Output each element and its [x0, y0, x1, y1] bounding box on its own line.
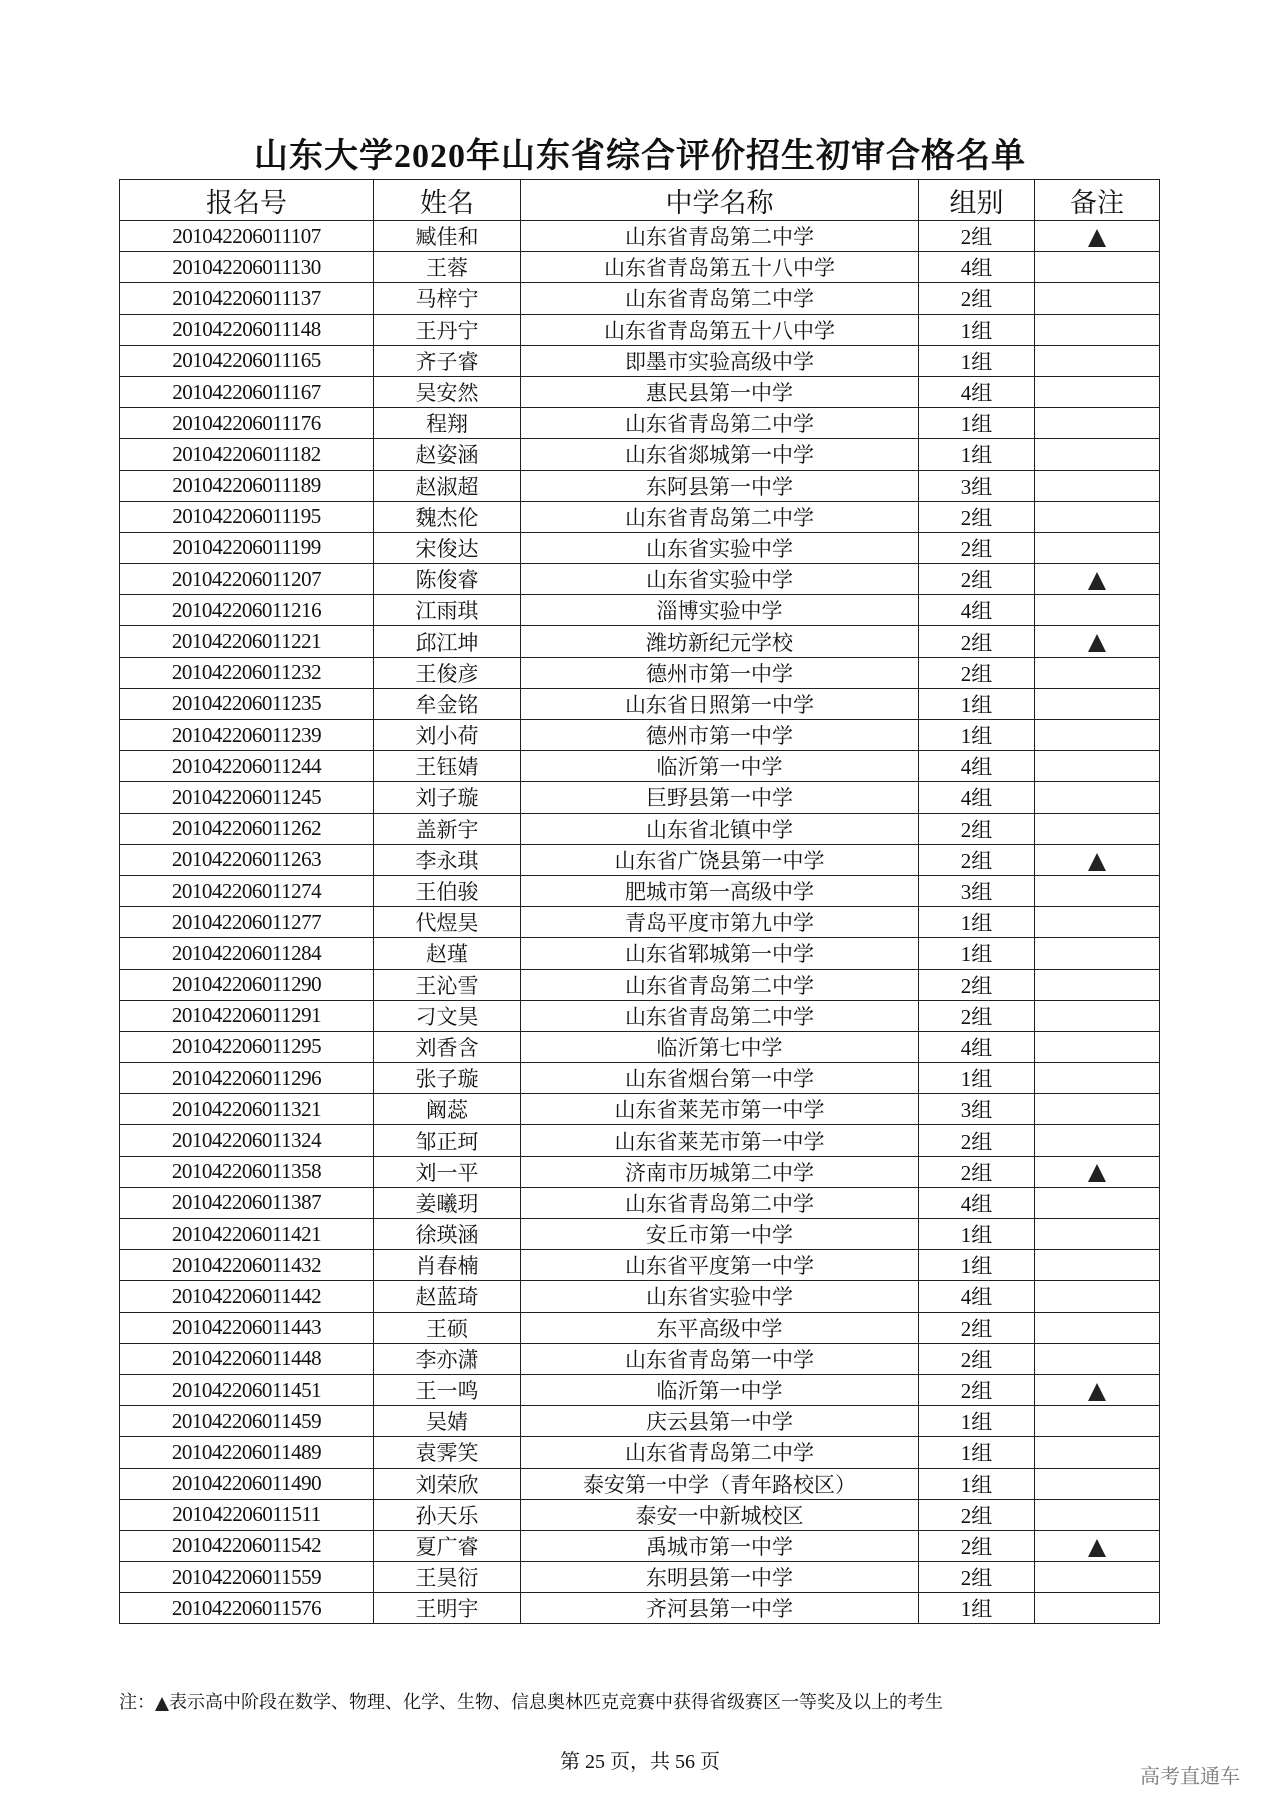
registration-number-cell: 201042206011176: [120, 408, 374, 439]
student-name-cell: 王沁雪: [374, 969, 521, 1000]
remarks-cell: [1035, 376, 1160, 407]
triangle-icon: [1088, 1539, 1106, 1557]
remarks-cell: [1035, 1156, 1160, 1187]
student-name-cell: 王伯骏: [374, 875, 521, 906]
school-name-cell: 山东省郯城第一中学: [521, 439, 919, 470]
triangle-icon: [1088, 853, 1106, 871]
student-name-cell: 赵姿涵: [374, 439, 521, 470]
school-name-cell: 山东省青岛第二中学: [521, 1437, 919, 1468]
student-name-cell: 王一鸣: [374, 1374, 521, 1405]
registration-number-cell: 201042206011290: [120, 969, 374, 1000]
student-name-cell: 赵蓝琦: [374, 1281, 521, 1312]
student-name-cell: 代煜昊: [374, 907, 521, 938]
student-name-cell: 魏杰伦: [374, 501, 521, 532]
table-row: [120, 439, 1160, 470]
school-name-cell: 德州市第一中学: [521, 720, 919, 751]
remarks-cell: [1035, 969, 1160, 1000]
school-name-cell: 山东省广饶县第一中学: [521, 844, 919, 875]
group-cell: 2组: [919, 626, 1035, 657]
school-name-cell: 山东省青岛第二中学: [521, 969, 919, 1000]
candidate-table: [119, 179, 1160, 1624]
student-name-cell: 王昊衍: [374, 1562, 521, 1593]
remarks-cell: [1035, 1219, 1160, 1250]
table-row: [120, 1593, 1160, 1624]
triangle-icon: [1088, 1164, 1106, 1182]
group-cell: 4组: [919, 782, 1035, 813]
student-name-cell: 李亦潇: [374, 1343, 521, 1374]
group-cell: 2组: [919, 1374, 1035, 1405]
table-row: [120, 969, 1160, 1000]
table-row: [120, 907, 1160, 938]
group-cell: 2组: [919, 1125, 1035, 1156]
registration-number-cell: 201042206011182: [120, 439, 374, 470]
table-row: [120, 1156, 1160, 1187]
student-name-cell: 王明宇: [374, 1593, 521, 1624]
remarks-cell: [1035, 1281, 1160, 1312]
table-row: [120, 314, 1160, 345]
group-cell: 1组: [919, 1468, 1035, 1499]
group-cell: 1组: [919, 1250, 1035, 1281]
table-row: [120, 221, 1160, 252]
table-row: [120, 844, 1160, 875]
student-name-cell: 盖新宇: [374, 813, 521, 844]
student-name-cell: 张子璇: [374, 1063, 521, 1094]
student-name-cell: 马梓宁: [374, 283, 521, 314]
group-cell: 1组: [919, 1437, 1035, 1468]
student-name-cell: 王俊彦: [374, 657, 521, 688]
school-name-cell: 山东省青岛第二中学: [521, 408, 919, 439]
table-row: [120, 1562, 1160, 1593]
table-row: [120, 657, 1160, 688]
student-name-cell: 李永琪: [374, 844, 521, 875]
school-name-cell: 禹城市第一中学: [521, 1530, 919, 1561]
table-row: [120, 813, 1160, 844]
remarks-cell: [1035, 1187, 1160, 1218]
table-row: [120, 408, 1160, 439]
student-name-cell: 徐瑛涵: [374, 1219, 521, 1250]
school-name-cell: 东平高级中学: [521, 1312, 919, 1343]
registration-number-cell: 201042206011148: [120, 314, 374, 345]
header-group: 组别: [919, 180, 1035, 221]
group-cell: 1组: [919, 439, 1035, 470]
student-name-cell: 袁霁笑: [374, 1437, 521, 1468]
registration-number-cell: 201042206011244: [120, 751, 374, 782]
group-cell: 1组: [919, 1063, 1035, 1094]
school-name-cell: 山东省青岛第二中学: [521, 1187, 919, 1218]
group-cell: 3组: [919, 875, 1035, 906]
footnote-prefix: 注：: [119, 1692, 155, 1712]
header-registration-number: 报名号: [120, 180, 374, 221]
registration-number-cell: 201042206011284: [120, 938, 374, 969]
student-name-cell: 邱江坤: [374, 626, 521, 657]
student-name-cell: 赵瑾: [374, 938, 521, 969]
triangle-icon: [1088, 572, 1106, 590]
student-name-cell: 宋俊达: [374, 532, 521, 563]
remarks-cell: [1035, 221, 1160, 252]
table-row: [120, 1437, 1160, 1468]
school-name-cell: 德州市第一中学: [521, 657, 919, 688]
page-number: 第 25 页，共 56 页: [560, 1751, 720, 1773]
group-cell: 1组: [919, 314, 1035, 345]
remarks-cell: [1035, 1000, 1160, 1031]
remarks-cell: [1035, 1468, 1160, 1499]
school-name-cell: 山东省青岛第一中学: [521, 1343, 919, 1374]
student-name-cell: 吴安然: [374, 376, 521, 407]
student-name-cell: 刁文昊: [374, 1000, 521, 1031]
registration-number-cell: 201042206011239: [120, 720, 374, 751]
registration-number-cell: 201042206011443: [120, 1312, 374, 1343]
group-cell: 1组: [919, 907, 1035, 938]
school-name-cell: 济南市历城第二中学: [521, 1156, 919, 1187]
remarks-cell: [1035, 1125, 1160, 1156]
table-row: [120, 345, 1160, 376]
school-name-cell: 安丘市第一中学: [521, 1219, 919, 1250]
table-row: [120, 252, 1160, 283]
table-row: [120, 1187, 1160, 1218]
remarks-cell: [1035, 252, 1160, 283]
student-name-cell: 刘香含: [374, 1031, 521, 1062]
student-name-cell: 王钰婧: [374, 751, 521, 782]
school-name-cell: 即墨市实验高级中学: [521, 345, 919, 376]
school-name-cell: 山东省实验中学: [521, 1281, 919, 1312]
student-name-cell: 邹正珂: [374, 1125, 521, 1156]
group-cell: 1组: [919, 345, 1035, 376]
triangle-icon: [155, 1697, 169, 1711]
table-row: [120, 1468, 1160, 1499]
table-body: [120, 221, 1160, 1624]
group-cell: 2组: [919, 283, 1035, 314]
school-name-cell: 庆云县第一中学: [521, 1406, 919, 1437]
remarks-cell: [1035, 1562, 1160, 1593]
student-name-cell: 刘一平: [374, 1156, 521, 1187]
registration-number-cell: 201042206011195: [120, 501, 374, 532]
table-row: [120, 875, 1160, 906]
remarks-cell: [1035, 408, 1160, 439]
student-name-cell: 王硕: [374, 1312, 521, 1343]
registration-number-cell: 201042206011207: [120, 564, 374, 595]
remarks-cell: [1035, 688, 1160, 719]
remarks-cell: [1035, 314, 1160, 345]
registration-number-cell: 201042206011216: [120, 595, 374, 626]
registration-number-cell: 201042206011165: [120, 345, 374, 376]
triangle-icon: [1088, 1383, 1106, 1401]
registration-number-cell: 201042206011442: [120, 1281, 374, 1312]
remarks-cell: [1035, 470, 1160, 501]
table-row: [120, 1406, 1160, 1437]
school-name-cell: 惠民县第一中学: [521, 376, 919, 407]
group-cell: 2组: [919, 1499, 1035, 1530]
school-name-cell: 山东省郓城第一中学: [521, 938, 919, 969]
table-row: [120, 1312, 1160, 1343]
student-name-cell: 刘子璇: [374, 782, 521, 813]
group-cell: 1组: [919, 688, 1035, 719]
student-name-cell: 臧佳和: [374, 221, 521, 252]
student-name-cell: 夏广睿: [374, 1530, 521, 1561]
registration-number-cell: 201042206011263: [120, 844, 374, 875]
student-name-cell: 刘荣欣: [374, 1468, 521, 1499]
remarks-cell: [1035, 626, 1160, 657]
registration-number-cell: 201042206011277: [120, 907, 374, 938]
registration-number-cell: 201042206011358: [120, 1156, 374, 1187]
group-cell: 2组: [919, 1530, 1035, 1561]
table-row: [120, 1343, 1160, 1374]
registration-number-cell: 201042206011221: [120, 626, 374, 657]
triangle-icon: [1088, 229, 1106, 247]
school-name-cell: 东阿县第一中学: [521, 470, 919, 501]
table-row: [120, 938, 1160, 969]
student-name-cell: 牟金铭: [374, 688, 521, 719]
registration-number-cell: 201042206011130: [120, 252, 374, 283]
remarks-cell: [1035, 875, 1160, 906]
remarks-cell: [1035, 1094, 1160, 1125]
table-row: [120, 751, 1160, 782]
remarks-cell: [1035, 439, 1160, 470]
header-name: 姓名: [374, 180, 521, 221]
school-name-cell: 潍坊新纪元学校: [521, 626, 919, 657]
registration-number-cell: 201042206011421: [120, 1219, 374, 1250]
school-name-cell: 巨野县第一中学: [521, 782, 919, 813]
table-row: [120, 1094, 1160, 1125]
school-name-cell: 泰安第一中学（青年路校区）: [521, 1468, 919, 1499]
table-row: [120, 1530, 1160, 1561]
registration-number-cell: 201042206011448: [120, 1343, 374, 1374]
school-name-cell: 山东省北镇中学: [521, 813, 919, 844]
remarks-cell: [1035, 1343, 1160, 1374]
registration-number-cell: 201042206011432: [120, 1250, 374, 1281]
header-school-name: 中学名称: [521, 180, 919, 221]
registration-number-cell: 201042206011107: [120, 221, 374, 252]
table-row: [120, 595, 1160, 626]
school-name-cell: 齐河县第一中学: [521, 1593, 919, 1624]
school-name-cell: 山东省青岛第五十八中学: [521, 314, 919, 345]
student-name-cell: 孙天乐: [374, 1499, 521, 1530]
school-name-cell: 肥城市第一高级中学: [521, 875, 919, 906]
registration-number-cell: 201042206011542: [120, 1530, 374, 1561]
remarks-cell: [1035, 751, 1160, 782]
remarks-cell: [1035, 1374, 1160, 1405]
registration-number-cell: 201042206011459: [120, 1406, 374, 1437]
group-cell: 2组: [919, 844, 1035, 875]
remarks-cell: [1035, 813, 1160, 844]
group-cell: 2组: [919, 1562, 1035, 1593]
student-name-cell: 陈俊睿: [374, 564, 521, 595]
registration-number-cell: 201042206011262: [120, 813, 374, 844]
table-row: [120, 1499, 1160, 1530]
student-name-cell: 刘小荷: [374, 720, 521, 751]
table-row: [120, 1281, 1160, 1312]
group-cell: 2组: [919, 969, 1035, 1000]
remarks-cell: [1035, 1593, 1160, 1624]
table-row: [120, 1374, 1160, 1405]
footnote-text: 表示高中阶段在数学、物理、化学、生物、信息奥林匹克竞赛中获得省级赛区一等奖及以上的考生: [169, 1692, 943, 1712]
registration-number-cell: 201042206011387: [120, 1187, 374, 1218]
remarks-cell: [1035, 938, 1160, 969]
registration-number-cell: 201042206011137: [120, 283, 374, 314]
remarks-cell: [1035, 1250, 1160, 1281]
table-row: [120, 1125, 1160, 1156]
table-header-row: [120, 180, 1160, 221]
school-name-cell: 山东省实验中学: [521, 532, 919, 563]
group-cell: 4组: [919, 1187, 1035, 1218]
remarks-cell: [1035, 657, 1160, 688]
remarks-cell: [1035, 345, 1160, 376]
group-cell: 3组: [919, 470, 1035, 501]
group-cell: 4组: [919, 376, 1035, 407]
table-row: [120, 1250, 1160, 1281]
school-name-cell: 山东省青岛第五十八中学: [521, 252, 919, 283]
remarks-cell: [1035, 782, 1160, 813]
group-cell: 4组: [919, 1031, 1035, 1062]
school-name-cell: 山东省平度第一中学: [521, 1250, 919, 1281]
remarks-cell: [1035, 1031, 1160, 1062]
remarks-cell: [1035, 283, 1160, 314]
registration-number-cell: 201042206011167: [120, 376, 374, 407]
school-name-cell: 淄博实验中学: [521, 595, 919, 626]
registration-number-cell: 201042206011559: [120, 1562, 374, 1593]
school-name-cell: 山东省青岛第二中学: [521, 501, 919, 532]
table-row: [120, 782, 1160, 813]
registration-number-cell: 201042206011576: [120, 1593, 374, 1624]
student-name-cell: 王蓉: [374, 252, 521, 283]
registration-number-cell: 201042206011291: [120, 1000, 374, 1031]
registration-number-cell: 201042206011324: [120, 1125, 374, 1156]
table-row: [120, 720, 1160, 751]
table-row: [120, 501, 1160, 532]
group-cell: 2组: [919, 532, 1035, 563]
group-cell: 4组: [919, 751, 1035, 782]
student-name-cell: 阚蕊: [374, 1094, 521, 1125]
school-name-cell: 山东省莱芜市第一中学: [521, 1125, 919, 1156]
student-name-cell: 肖春楠: [374, 1250, 521, 1281]
document-title: 山东大学2020年山东省综合评价招生初审合格名单: [254, 138, 1026, 175]
student-name-cell: 吴婧: [374, 1406, 521, 1437]
school-name-cell: 山东省青岛第二中学: [521, 283, 919, 314]
registration-number-cell: 201042206011321: [120, 1094, 374, 1125]
registration-number-cell: 201042206011232: [120, 657, 374, 688]
school-name-cell: 临沂第七中学: [521, 1031, 919, 1062]
school-name-cell: 泰安一中新城校区: [521, 1499, 919, 1530]
student-name-cell: 江雨琪: [374, 595, 521, 626]
remarks-cell: [1035, 1499, 1160, 1530]
remarks-cell: [1035, 1063, 1160, 1094]
school-name-cell: 山东省青岛第二中学: [521, 221, 919, 252]
group-cell: 2组: [919, 1312, 1035, 1343]
triangle-icon: [1088, 634, 1106, 652]
group-cell: 2组: [919, 1343, 1035, 1374]
watermark: 高考直通车: [1140, 1766, 1240, 1788]
school-name-cell: 临沂第一中学: [521, 1374, 919, 1405]
table-row: [120, 688, 1160, 719]
school-name-cell: 青岛平度市第九中学: [521, 907, 919, 938]
school-name-cell: 山东省烟台第一中学: [521, 1063, 919, 1094]
remarks-cell: [1035, 532, 1160, 563]
group-cell: 1组: [919, 408, 1035, 439]
registration-number-cell: 201042206011451: [120, 1374, 374, 1405]
table-row: [120, 376, 1160, 407]
group-cell: 1组: [919, 1219, 1035, 1250]
school-name-cell: 山东省实验中学: [521, 564, 919, 595]
table-row: [120, 1063, 1160, 1094]
registration-number-cell: 201042206011295: [120, 1031, 374, 1062]
table-row: [120, 532, 1160, 563]
student-name-cell: 程翔: [374, 408, 521, 439]
table-row: [120, 1219, 1160, 1250]
school-name-cell: 山东省莱芜市第一中学: [521, 1094, 919, 1125]
table-row: [120, 1000, 1160, 1031]
remarks-cell: [1035, 1406, 1160, 1437]
student-name-cell: 王丹宁: [374, 314, 521, 345]
school-name-cell: 东明县第一中学: [521, 1562, 919, 1593]
group-cell: 2组: [919, 501, 1035, 532]
table-row: [120, 564, 1160, 595]
group-cell: 2组: [919, 657, 1035, 688]
footnote: [119, 1688, 943, 1714]
registration-number-cell: 201042206011245: [120, 782, 374, 813]
remarks-cell: [1035, 595, 1160, 626]
header-remarks: 备注: [1035, 180, 1160, 221]
group-cell: 1组: [919, 938, 1035, 969]
school-name-cell: 山东省青岛第二中学: [521, 1000, 919, 1031]
table-row: [120, 626, 1160, 657]
remarks-cell: [1035, 1530, 1160, 1561]
remarks-cell: [1035, 501, 1160, 532]
table-row: [120, 470, 1160, 501]
remarks-cell: [1035, 1437, 1160, 1468]
remarks-cell: [1035, 844, 1160, 875]
group-cell: 4组: [919, 595, 1035, 626]
school-name-cell: 临沂第一中学: [521, 751, 919, 782]
registration-number-cell: 201042206011189: [120, 470, 374, 501]
registration-number-cell: 201042206011511: [120, 1499, 374, 1530]
registration-number-cell: 201042206011199: [120, 532, 374, 563]
registration-number-cell: 201042206011296: [120, 1063, 374, 1094]
registration-number-cell: 201042206011489: [120, 1437, 374, 1468]
group-cell: 1组: [919, 1406, 1035, 1437]
group-cell: 4组: [919, 252, 1035, 283]
registration-number-cell: 201042206011274: [120, 875, 374, 906]
group-cell: 1组: [919, 1593, 1035, 1624]
group-cell: 2组: [919, 1156, 1035, 1187]
remarks-cell: [1035, 720, 1160, 751]
group-cell: 2组: [919, 564, 1035, 595]
group-cell: 2组: [919, 221, 1035, 252]
group-cell: 4组: [919, 1281, 1035, 1312]
school-name-cell: 山东省日照第一中学: [521, 688, 919, 719]
student-name-cell: 赵淑超: [374, 470, 521, 501]
remarks-cell: [1035, 907, 1160, 938]
group-cell: 2组: [919, 1000, 1035, 1031]
registration-number-cell: 201042206011490: [120, 1468, 374, 1499]
group-cell: 3组: [919, 1094, 1035, 1125]
table-row: [120, 283, 1160, 314]
registration-number-cell: 201042206011235: [120, 688, 374, 719]
student-name-cell: 齐子睿: [374, 345, 521, 376]
student-name-cell: 姜曦玥: [374, 1187, 521, 1218]
group-cell: 1组: [919, 720, 1035, 751]
remarks-cell: [1035, 1312, 1160, 1343]
remarks-cell: [1035, 564, 1160, 595]
group-cell: 2组: [919, 813, 1035, 844]
table-row: [120, 1031, 1160, 1062]
